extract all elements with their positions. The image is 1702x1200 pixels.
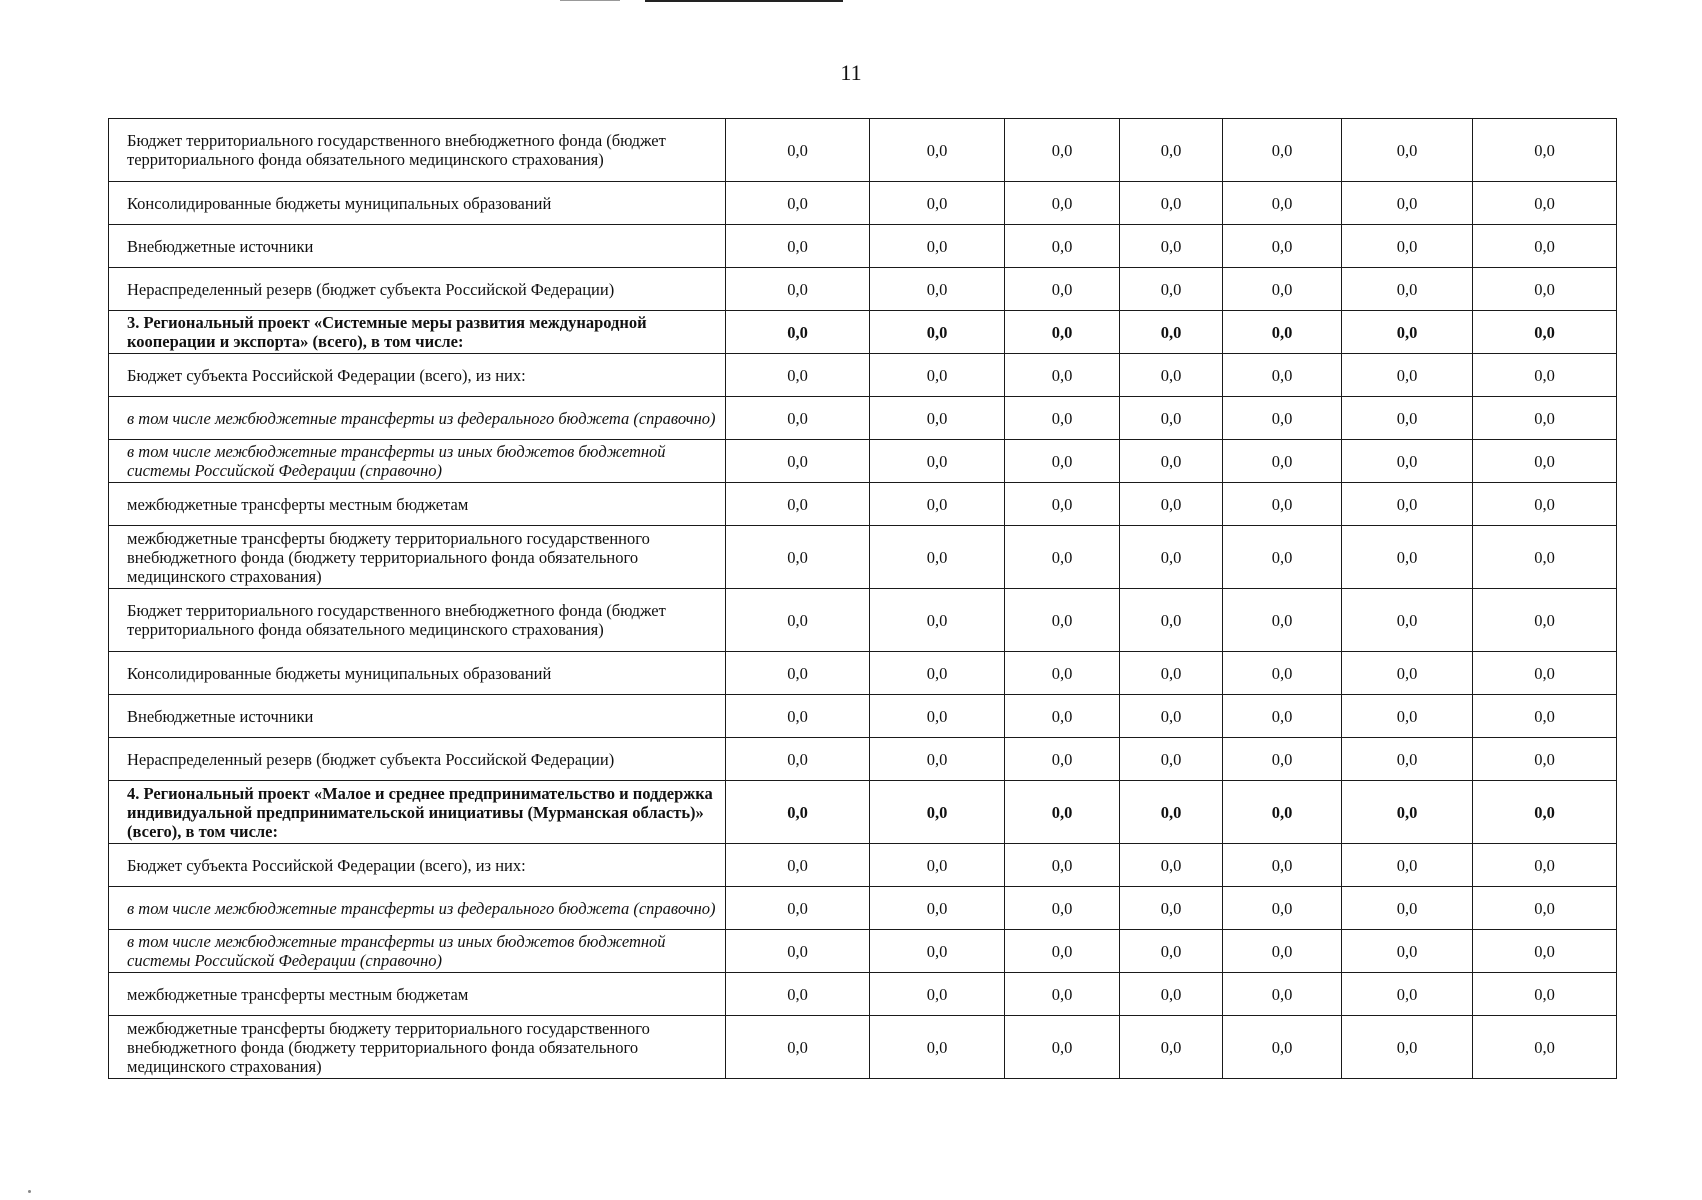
value-cell: 0,0 (1473, 973, 1617, 1016)
value-cell: 0,0 (1223, 311, 1342, 354)
value-cell: 0,0 (1473, 738, 1617, 781)
value-cell: 0,0 (1005, 182, 1120, 225)
value-cell: 0,0 (1120, 311, 1223, 354)
value-cell: 0,0 (1005, 652, 1120, 695)
row-label: межбюджетные трансферты бюджету территориального государственного внебюджетного фонда (бюджету территориального фонда обязательного медицинского страхования) (109, 1016, 726, 1079)
value-cell: 0,0 (1223, 397, 1342, 440)
value-cell: 0,0 (870, 483, 1005, 526)
value-cell: 0,0 (1342, 695, 1473, 738)
value-cell: 0,0 (1342, 311, 1473, 354)
value-cell: 0,0 (1005, 268, 1120, 311)
value-cell: 0,0 (1342, 483, 1473, 526)
value-cell: 0,0 (1223, 887, 1342, 930)
value-cell: 0,0 (1473, 268, 1617, 311)
value-cell: 0,0 (726, 930, 870, 973)
value-cell: 0,0 (1223, 354, 1342, 397)
value-cell: 0,0 (1120, 225, 1223, 268)
value-cell: 0,0 (870, 182, 1005, 225)
budget-table-body (109, 119, 1617, 1079)
value-cell: 0,0 (1223, 973, 1342, 1016)
value-cell: 0,0 (1120, 781, 1223, 844)
table-row (109, 844, 1617, 887)
value-cell: 0,0 (1223, 526, 1342, 589)
value-cell: 0,0 (1342, 526, 1473, 589)
value-cell: 0,0 (1005, 738, 1120, 781)
row-label: Консолидированные бюджеты муниципальных образований (109, 182, 726, 225)
value-cell: 0,0 (1473, 397, 1617, 440)
value-cell: 0,0 (1473, 119, 1617, 182)
value-cell: 0,0 (1473, 652, 1617, 695)
value-cell: 0,0 (1120, 182, 1223, 225)
value-cell: 0,0 (1120, 354, 1223, 397)
value-cell: 0,0 (1223, 695, 1342, 738)
table-row (109, 973, 1617, 1016)
value-cell: 0,0 (1342, 973, 1473, 1016)
value-cell: 0,0 (1120, 738, 1223, 781)
row-label: Бюджет субъекта Российской Федерации (всего), из них: (109, 844, 726, 887)
value-cell: 0,0 (870, 526, 1005, 589)
value-cell: 0,0 (1473, 311, 1617, 354)
value-cell: 0,0 (1120, 973, 1223, 1016)
value-cell: 0,0 (1120, 119, 1223, 182)
value-cell: 0,0 (726, 225, 870, 268)
value-cell: 0,0 (870, 652, 1005, 695)
value-cell: 0,0 (1342, 1016, 1473, 1079)
value-cell: 0,0 (1473, 589, 1617, 652)
value-cell: 0,0 (726, 695, 870, 738)
row-label: Нераспределенный резерв (бюджет субъекта Российской Федерации) (109, 268, 726, 311)
value-cell: 0,0 (1005, 887, 1120, 930)
value-cell: 0,0 (870, 440, 1005, 483)
page-number: 11 (840, 60, 862, 85)
value-cell: 0,0 (870, 887, 1005, 930)
value-cell: 0,0 (870, 397, 1005, 440)
value-cell: 0,0 (1473, 844, 1617, 887)
value-cell: 0,0 (1223, 268, 1342, 311)
value-cell: 0,0 (726, 844, 870, 887)
table-row (109, 182, 1617, 225)
row-label: в том числе межбюджетные трансферты из иных бюджетов бюджетной системы Российской Федерации (справочно) (109, 440, 726, 483)
row-label: 3. Региональный проект «Системные меры развития международной кооперации и экспорта» (всего), в том числе: (109, 311, 726, 354)
value-cell: 0,0 (1342, 844, 1473, 887)
row-label: Внебюджетные источники (109, 225, 726, 268)
value-cell: 0,0 (1223, 440, 1342, 483)
table-row (109, 119, 1617, 182)
value-cell: 0,0 (726, 781, 870, 844)
value-cell: 0,0 (870, 311, 1005, 354)
value-cell: 0,0 (1342, 652, 1473, 695)
value-cell: 0,0 (1473, 887, 1617, 930)
table-row (109, 268, 1617, 311)
value-cell: 0,0 (1473, 781, 1617, 844)
value-cell: 0,0 (726, 738, 870, 781)
value-cell: 0,0 (1120, 589, 1223, 652)
value-cell: 0,0 (1223, 652, 1342, 695)
value-cell: 0,0 (1005, 225, 1120, 268)
value-cell: 0,0 (726, 397, 870, 440)
value-cell: 0,0 (726, 652, 870, 695)
value-cell: 0,0 (1223, 483, 1342, 526)
value-cell: 0,0 (726, 589, 870, 652)
value-cell: 0,0 (1342, 781, 1473, 844)
value-cell: 0,0 (1005, 1016, 1120, 1079)
scan-artifact-line (560, 0, 620, 1)
value-cell: 0,0 (1120, 695, 1223, 738)
value-cell: 0,0 (1120, 440, 1223, 483)
value-cell: 0,0 (726, 1016, 870, 1079)
value-cell: 0,0 (1005, 781, 1120, 844)
table-row (109, 781, 1617, 844)
value-cell: 0,0 (870, 225, 1005, 268)
value-cell: 0,0 (1342, 182, 1473, 225)
table-row (109, 483, 1617, 526)
value-cell: 0,0 (1342, 354, 1473, 397)
value-cell: 0,0 (1223, 930, 1342, 973)
value-cell: 0,0 (1120, 268, 1223, 311)
value-cell: 0,0 (1120, 887, 1223, 930)
value-cell: 0,0 (870, 973, 1005, 1016)
value-cell: 0,0 (870, 589, 1005, 652)
value-cell: 0,0 (1342, 930, 1473, 973)
value-cell: 0,0 (1223, 1016, 1342, 1079)
value-cell: 0,0 (1223, 182, 1342, 225)
row-label: межбюджетные трансферты местным бюджетам (109, 483, 726, 526)
table-row (109, 397, 1617, 440)
row-label: 4. Региональный проект «Малое и среднее предпринимательство и поддержка индивидуальной предпринимательской инициативы (Мурманская область)» (всего), в том числе: (109, 781, 726, 844)
table-row (109, 440, 1617, 483)
value-cell: 0,0 (1120, 526, 1223, 589)
table-row (109, 589, 1617, 652)
value-cell: 0,0 (1005, 695, 1120, 738)
value-cell: 0,0 (1005, 397, 1120, 440)
value-cell: 0,0 (1342, 440, 1473, 483)
value-cell: 0,0 (1342, 589, 1473, 652)
value-cell: 0,0 (1005, 930, 1120, 973)
value-cell: 0,0 (1120, 844, 1223, 887)
table-row (109, 738, 1617, 781)
value-cell: 0,0 (726, 311, 870, 354)
value-cell: 0,0 (1342, 887, 1473, 930)
row-label: Бюджет территориального государственного внебюджетного фонда (бюджет территориального фонда обязательного медицинского страхования) (109, 119, 726, 182)
value-cell: 0,0 (1223, 589, 1342, 652)
value-cell: 0,0 (1005, 119, 1120, 182)
value-cell: 0,0 (726, 440, 870, 483)
value-cell: 0,0 (726, 182, 870, 225)
row-label: Внебюджетные источники (109, 695, 726, 738)
value-cell: 0,0 (1120, 652, 1223, 695)
value-cell: 0,0 (1120, 483, 1223, 526)
value-cell: 0,0 (726, 483, 870, 526)
value-cell: 0,0 (1005, 483, 1120, 526)
value-cell: 0,0 (870, 844, 1005, 887)
table-row (109, 354, 1617, 397)
scan-artifact-dot (28, 1190, 31, 1193)
value-cell: 0,0 (726, 887, 870, 930)
value-cell: 0,0 (1473, 483, 1617, 526)
value-cell: 0,0 (726, 119, 870, 182)
table-row (109, 526, 1617, 589)
value-cell: 0,0 (1473, 1016, 1617, 1079)
value-cell: 0,0 (1223, 781, 1342, 844)
value-cell: 0,0 (1473, 354, 1617, 397)
row-label: межбюджетные трансферты местным бюджетам (109, 973, 726, 1016)
value-cell: 0,0 (1342, 738, 1473, 781)
value-cell: 0,0 (1005, 589, 1120, 652)
value-cell: 0,0 (1223, 225, 1342, 268)
table-row (109, 225, 1617, 268)
value-cell: 0,0 (1005, 973, 1120, 1016)
value-cell: 0,0 (870, 119, 1005, 182)
value-cell: 0,0 (1005, 844, 1120, 887)
table-row (109, 930, 1617, 973)
row-label: межбюджетные трансферты бюджету территориального государственного внебюджетного фонда (бюджету территориального фонда обязательного медицинского страхования) (109, 526, 726, 589)
value-cell: 0,0 (1120, 397, 1223, 440)
value-cell: 0,0 (1473, 440, 1617, 483)
value-cell: 0,0 (1005, 354, 1120, 397)
value-cell: 0,0 (870, 930, 1005, 973)
value-cell: 0,0 (726, 526, 870, 589)
row-label: Нераспределенный резерв (бюджет субъекта Российской Федерации) (109, 738, 726, 781)
value-cell: 0,0 (1120, 930, 1223, 973)
table-row (109, 695, 1617, 738)
row-label: в том числе межбюджетные трансферты из иных бюджетов бюджетной системы Российской Федерации (справочно) (109, 930, 726, 973)
value-cell: 0,0 (726, 354, 870, 397)
row-label: Консолидированные бюджеты муниципальных образований (109, 652, 726, 695)
value-cell: 0,0 (1005, 440, 1120, 483)
value-cell: 0,0 (1342, 119, 1473, 182)
value-cell: 0,0 (1005, 311, 1120, 354)
value-cell: 0,0 (726, 268, 870, 311)
table-row (109, 311, 1617, 354)
value-cell: 0,0 (870, 781, 1005, 844)
value-cell: 0,0 (1473, 695, 1617, 738)
budget-table-container (108, 118, 1616, 1079)
value-cell: 0,0 (1473, 526, 1617, 589)
value-cell: 0,0 (870, 738, 1005, 781)
value-cell: 0,0 (1120, 1016, 1223, 1079)
value-cell: 0,0 (870, 695, 1005, 738)
value-cell: 0,0 (1473, 930, 1617, 973)
value-cell: 0,0 (1223, 738, 1342, 781)
value-cell: 0,0 (1473, 182, 1617, 225)
value-cell: 0,0 (1223, 844, 1342, 887)
table-row (109, 887, 1617, 930)
value-cell: 0,0 (1342, 225, 1473, 268)
value-cell: 0,0 (1223, 119, 1342, 182)
value-cell: 0,0 (1473, 225, 1617, 268)
budget-table (108, 118, 1617, 1079)
row-label: в том числе межбюджетные трансферты из федерального бюджета (справочно) (109, 397, 726, 440)
value-cell: 0,0 (1342, 397, 1473, 440)
value-cell: 0,0 (1342, 268, 1473, 311)
value-cell: 0,0 (726, 973, 870, 1016)
scan-artifact-line (645, 0, 843, 2)
value-cell: 0,0 (870, 1016, 1005, 1079)
row-label: в том числе межбюджетные трансферты из федерального бюджета (справочно) (109, 887, 726, 930)
table-row (109, 1016, 1617, 1079)
table-row (109, 652, 1617, 695)
value-cell: 0,0 (870, 268, 1005, 311)
row-label: Бюджет субъекта Российской Федерации (всего), из них: (109, 354, 726, 397)
value-cell: 0,0 (870, 354, 1005, 397)
value-cell: 0,0 (1005, 526, 1120, 589)
row-label: Бюджет территориального государственного внебюджетного фонда (бюджет территориального фонда обязательного медицинского страхования) (109, 589, 726, 652)
